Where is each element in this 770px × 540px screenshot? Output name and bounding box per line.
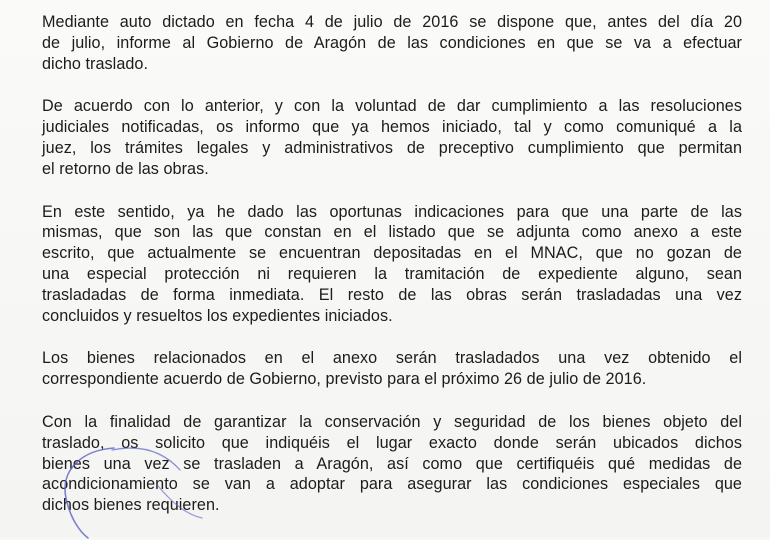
text-line: de julio, informe al Gobierno de Aragón de las condiciones en que se va a efectuar xyxy=(42,33,742,52)
text-line: dichos bienes requieren. xyxy=(42,496,220,515)
text-line: Con la finalidad de garantizar la conservación y seguridad de los bienes objeto del xyxy=(42,412,742,431)
text-line: mismas, que son las que constan en el listado que se adjunta como anexo a este xyxy=(42,223,742,242)
text-line: bienes una vez se trasladen a Aragón, así como que certifiquéis qué medidas de xyxy=(42,454,742,473)
text-line: escrito, que actualmente se encuentran depositadas en el MNAC, que no gozan de xyxy=(42,244,742,263)
text-line: De acuerdo con lo anterior, y con la voluntad de dar cumplimiento a las resoluciones xyxy=(42,97,742,116)
text-line: trasladadas de forma inmediata. El resto de las obras serán trasladadas una vez xyxy=(42,285,742,304)
paragraph-3 xyxy=(42,202,742,327)
text-line: traslado, os solicito que indiquéis el lugar exacto donde serán ubicados dichos xyxy=(42,433,742,452)
text-line: correspondiente acuerdo de Gobierno, previsto para el próximo 26 de julio de 2016. xyxy=(42,370,647,389)
text-line: el retorno de las obras. xyxy=(42,159,209,178)
text-line: Mediante auto dictado en fecha 4 de julio de 2016 se dispone que, antes del día 20 xyxy=(42,13,742,31)
text-line: Los bienes relacionados en el anexo serán trasladados una vez obtenido el xyxy=(42,349,742,368)
text-line: En este sentido, ya he dado las oportunas indicaciones para que una parte de las xyxy=(42,202,742,221)
letter-body xyxy=(42,12,742,538)
text-line: juez, los trámites legales y administrativos de preceptivo cumplimiento que permitan xyxy=(42,138,742,157)
paragraph-1 xyxy=(42,12,742,74)
paragraph-2 xyxy=(42,96,742,179)
text-line: acondicionamiento se van a adoptar para asegurar las condiciones especiales que xyxy=(42,475,742,494)
text-line: dicho traslado. xyxy=(42,54,149,73)
paragraph-5 xyxy=(42,412,742,516)
paragraph-4 xyxy=(42,348,742,390)
text-line: una especial protección ni requieren la tramitación de expediente alguno, sean xyxy=(42,264,742,283)
text-line: judiciales notificadas, os informo que ya hemos iniciado, tal y como comuniqué a la xyxy=(42,118,742,137)
text-line: concluidos y resueltos los expedientes iniciados. xyxy=(42,306,393,325)
